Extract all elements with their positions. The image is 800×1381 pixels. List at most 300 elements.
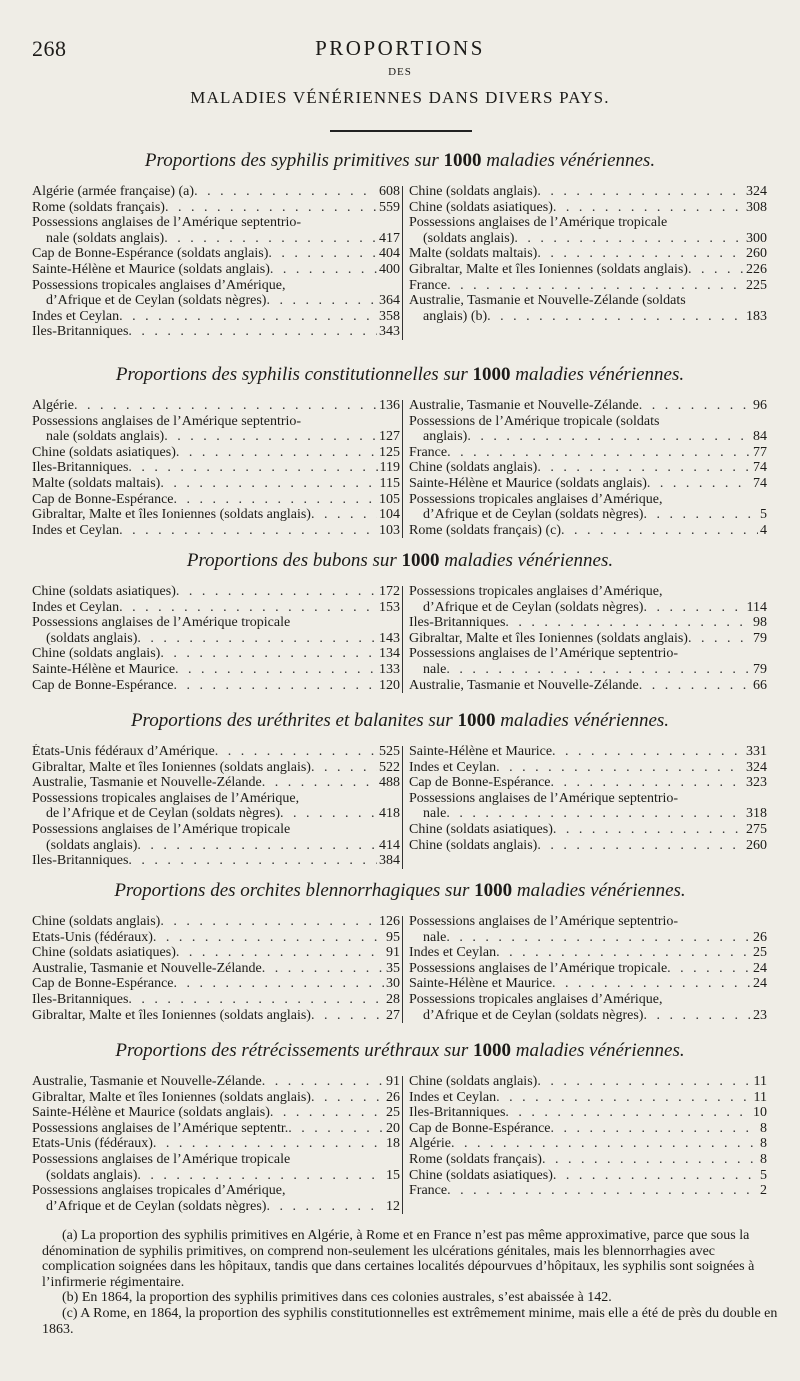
entry-value: 318 [746,806,767,822]
leader-dots [176,584,377,600]
section-title-number: 1000 [473,1040,512,1061]
leader-dots [551,1121,759,1137]
entry-value: 522 [379,759,400,775]
table-entry [409,1168,767,1184]
entry-row [409,600,767,616]
entry-label-line: Possessions de l’Amérique tropicale (soldats [409,413,660,429]
leader-dots [447,1183,758,1199]
entry-label: France [409,444,448,460]
entry-label: Chine (soldats anglais) [32,646,161,662]
entry-label-line: Possessions tropicales anglaises de l’Amérique, [32,790,300,806]
entry-row [32,309,400,325]
entry-row [409,200,767,216]
section-title-suffix: maladies vénériennes. [444,550,614,571]
section-title-suffix: maladies vénériennes. [515,1040,685,1061]
entry-row [409,398,767,414]
entry-row [32,992,400,1008]
entry-label: de l’Afrique et de Ceylan (soldats nègres) [46,806,281,822]
entry-label: Sainte-Hélène et Maurice (soldats anglais) [32,261,270,277]
entry-label: d’Afrique et de Ceylan (soldats nègres) [46,293,267,309]
entry-row [32,1136,400,1152]
section-title [0,150,800,172]
entry-label: Cap de Bonne-Espérance (soldats anglais) [32,246,269,262]
table-entry [32,853,400,869]
right-column [409,744,767,853]
entry-row [409,945,767,961]
leader-dots [160,914,377,930]
entry-label: Indes et Ceylan [32,599,120,615]
entry-label: Algérie [32,398,74,413]
entry-label: Gibraltar, Malte et îles Ioniennes (soldats anglais) [409,261,688,277]
leader-dots [153,1136,384,1152]
entry-value: 136 [379,398,400,413]
entry-label: Gibraltar, Malte et îles Ioniennes (soldats anglais) [32,1007,311,1023]
entry-label: Iles-Britanniques [32,853,129,869]
leader-dots [266,1199,384,1215]
entry-row [32,775,400,791]
table-entry [409,760,767,776]
entry-row [409,1121,767,1137]
entry-row [409,278,767,294]
entry-label: nale [423,929,447,945]
table-entry [32,662,400,678]
entry-label: Indes et Ceylan [409,1089,497,1105]
leader-dots [505,1105,751,1121]
table-entry [409,744,767,760]
entry-value: 74 [753,475,767,491]
entry-label-line: Possessions anglaises de l’Amérique tropicale [32,1151,291,1167]
entry-row [32,600,400,616]
entry-label: nale [423,806,447,822]
entry-row [32,1168,400,1184]
entry-value: 364 [379,293,400,309]
entry-value: 343 [379,324,400,340]
entry-value: 120 [379,677,400,693]
leader-dots [164,429,377,445]
leader-dots [487,309,744,325]
table-entry [32,976,400,992]
leader-dots [446,806,744,822]
table-entry [409,398,767,414]
entry-label-line: Possessions anglaises de l’Amérique septentrio- [32,215,302,231]
entry-value: 27 [386,1007,400,1023]
entry-row [32,838,400,854]
entry-label: Chine (soldats asiatiques) [409,1167,553,1183]
entry-value: 79 [753,630,767,646]
leader-dots [537,1074,751,1090]
entry-label: Australie, Tasmanie et Nouvelle-Zélande [32,775,262,791]
section-title-prefix: Proportions des uréthrites et balanites sur [130,710,453,731]
entry-value: 134 [379,646,400,662]
entry-row [32,1121,400,1137]
entry-row [409,1074,767,1090]
entry-label: Iles-Britanniques [409,615,506,631]
entry-row [32,853,400,869]
table-entry [32,1136,400,1152]
leader-dots [505,615,751,631]
entry-value: 226 [746,261,767,277]
entry-label: Australie, Tasmanie et Nouvelle-Zélande [409,398,639,413]
entry-label: France [409,277,448,293]
entry-label-line: Possessions anglaises de l’Amérique septentrio- [409,790,679,806]
column-divider [402,916,403,1023]
entry-value: 4 [760,522,767,538]
entry-label-line: Possessions anglaises de l’Amérique tropicale [32,821,291,837]
entry-label: Algérie [409,1136,451,1152]
entry-row [409,429,767,445]
entry-label: nale [423,661,447,677]
table-entry [32,992,400,1008]
section-title-prefix: Proportions des syphilis primitives sur [144,150,439,171]
entry-row [32,1074,400,1090]
table-entry [32,398,400,414]
entry-value: 8 [760,1136,767,1152]
table-entry [32,744,400,760]
table-entry [32,184,400,200]
entry-row [32,507,400,523]
table-entry [409,992,767,1023]
entry-row [32,1008,400,1024]
table-entry [32,200,400,216]
entry-label: Indes et Ceylan [32,308,120,324]
entry-label: nale (soldats anglais) [46,429,165,445]
table-entry [409,293,767,324]
table-entry [32,324,400,340]
entry-value: 98 [753,615,767,631]
entry-value: 79 [753,661,767,677]
table-entry [409,476,767,492]
leader-dots [688,631,751,647]
entry-value: 35 [386,960,400,976]
section-title-number: 1000 [472,364,511,385]
leader-dots [165,200,377,216]
entry-label: Sainte-Hélène et Maurice [409,744,553,759]
entry-row [32,445,400,461]
entry-row [32,492,400,508]
entry-value: 308 [746,199,767,215]
section-title-prefix: Proportions des rétrécissements uréthraux sur [115,1040,469,1061]
table-entry [32,775,400,791]
table-entry [409,523,767,539]
table-entry [32,215,400,246]
entry-value: 418 [379,806,400,822]
footnote-c: (c) A Rome, en 1864, la proportion des syphilis constitutionnelles est extrêmement minime, mais elle a été de près du double en 1863. [42,1305,778,1337]
entry-label: Iles-Britanniques [32,324,129,340]
entry-value: 11 [753,1074,767,1089]
entry-value: 183 [746,308,767,324]
leader-dots [467,429,751,445]
entry-value: 96 [753,398,767,413]
leader-dots [447,278,744,294]
leader-dots [447,445,751,461]
entry-label: Chine (soldats asiatiques) [409,199,553,215]
entry-row [409,961,767,977]
entry-label: d’Afrique et de Ceylan (soldats nègres) [423,599,644,615]
leader-dots [119,523,377,539]
table-entry [409,838,767,854]
entry-label-line: Possessions tropicales anglaises d’Amérique, [409,584,663,599]
leader-dots [174,492,378,508]
entry-label-line: Possessions tropicales anglaises d’Amérique, [409,991,663,1007]
entry-label: Chine (soldats anglais) [409,837,538,853]
entry-label: Etats-Unis (fédéraux) [32,929,153,945]
table-entry [409,445,767,461]
entry-value: 400 [379,261,400,277]
entry-value: 30 [386,976,400,992]
entry-label: Gibraltar, Malte et îles Ioniennes (soldats anglais) [32,1089,311,1105]
page-header [0,30,800,120]
table-entry [32,246,400,262]
entry-row [409,744,767,760]
entry-row [409,1168,767,1184]
entry-label-line: Possessions anglaises tropicales d’Amérique, [32,1183,286,1199]
entry-value: 105 [379,491,400,507]
leader-dots [174,678,378,694]
leader-dots [128,853,377,869]
left-column [32,1074,400,1214]
entry-row [409,1152,767,1168]
leader-dots [174,976,385,992]
entry-value: 95 [386,929,400,945]
leader-dots [164,231,377,247]
entry-label: Gibraltar, Malte et îles Ioniennes (soldats anglais) [32,507,311,523]
section-title-prefix: Proportions des orchites blennorrhagiques sur [114,880,470,901]
left-column [32,744,400,869]
entry-row [409,930,767,946]
leader-dots [639,678,751,694]
entry-value: 133 [379,661,400,677]
entry-label: Gibraltar, Malte et îles Ioniennes (soldats anglais) [32,759,311,775]
leader-dots [537,184,744,200]
table-entry [409,615,767,631]
column-divider [402,586,403,693]
leader-dots [160,476,377,492]
leader-dots [128,992,384,1008]
entry-value: 28 [386,991,400,1007]
leader-dots [643,1008,751,1024]
entry-label: Iles-Britanniques [409,1105,506,1121]
table-entry [32,1152,400,1183]
entry-value: 275 [746,821,767,837]
column-divider [402,1076,403,1214]
table-entry [409,1183,767,1199]
table-entry [32,600,400,616]
entry-row [32,1090,400,1106]
right-column [409,914,767,1023]
entry-label: France [409,1183,448,1199]
entry-value: 74 [753,460,767,476]
table-entry [32,646,400,662]
entry-value: 488 [379,775,400,791]
entry-label-line: Possessions tropicales anglaises d’Amérique, [32,277,286,293]
left-column [32,398,400,538]
table-entry [32,523,400,539]
entry-row [32,930,400,946]
section-title [0,710,800,732]
table-entry [409,1105,767,1121]
entry-value: 608 [379,184,400,199]
entry-row [32,429,400,445]
table-entry [32,930,400,946]
leader-dots [74,398,377,414]
entry-row [32,976,400,992]
entry-label: Indes et Ceylan [409,945,497,961]
entry-value: 417 [379,230,400,246]
entry-label: Sainte-Hélène et Maurice (soldats anglais) [409,475,647,491]
entry-label: Sainte-Hélène et Maurice [32,661,176,677]
entry-label-line: Australie, Tasmanie et Nouvelle-Zélande (soldats [409,293,686,309]
leader-dots [542,1152,758,1168]
table-entry [32,1074,400,1090]
table-entry [409,775,767,791]
entry-row [32,646,400,662]
entry-value: 5 [760,507,767,523]
entry-row [32,324,400,340]
entry-value: 358 [379,308,400,324]
leader-dots [119,309,377,325]
entry-label-line: Possessions tropicales anglaises d’Amérique, [409,491,663,507]
table-entry [32,476,400,492]
entry-label: Cap de Bonne-Espérance [409,775,551,791]
entry-value: 10 [753,1105,767,1121]
entry-value: 26 [753,929,767,945]
entry-value: 24 [753,976,767,992]
entry-value: 414 [379,837,400,853]
entry-value: 12 [386,1198,400,1214]
entry-label: Sainte-Hélène et Maurice (soldats anglais) [32,1105,270,1121]
right-column [409,398,767,538]
table-entry [409,646,767,677]
leader-dots [667,961,751,977]
entry-label: Chine (soldats asiatiques) [32,584,176,599]
entry-value: 260 [746,246,767,262]
entry-row [409,615,767,631]
entry-row [32,662,400,678]
entry-label: Iles-Britanniques [32,460,129,476]
table-entry [32,1105,400,1121]
entry-label: (soldats anglais) [46,1167,138,1183]
leader-dots [175,662,377,678]
entry-row [32,231,400,247]
section-title [0,1040,800,1062]
column-divider [402,400,403,538]
entry-value: 104 [379,507,400,523]
section-title-suffix: maladies vénériennes. [500,710,670,731]
entry-row [409,1008,767,1024]
table-entry [32,1008,400,1024]
footnote-a: (a) La proportion des syphilis primitives en Algérie, à Rome et en France n’est pas même approximative, parce que sous la dénomination de syphilis primitives, on comprend non-seulement les ulcérations génitales, mais les blennorrhagies avec complication soignées dans les hôpitaux, tandis que dans certaines localités dépourvues d’hôpitaux, les syphilis sont soignées à l’infirmerie régimentaire. [42,1228,755,1290]
entry-value: 225 [746,277,767,293]
entry-label: Chine (soldats anglais) [32,914,161,929]
entry-row [409,1105,767,1121]
entry-row [409,662,767,678]
table-entry [409,246,767,262]
table-entry [32,414,400,445]
entry-label: nale (soldats anglais) [46,230,165,246]
entry-row [32,398,400,414]
entry-value: 25 [753,945,767,961]
section-title [0,550,800,572]
section-title-number: 1000 [474,880,513,901]
leader-dots [262,775,377,791]
entry-value: 15 [386,1167,400,1183]
entry-label: Australie, Tasmanie et Nouvelle-Zélande [409,677,639,693]
column-divider [402,186,403,340]
leader-dots [688,262,744,278]
table-entry [32,791,400,822]
leader-dots [176,445,377,461]
entry-label: Cap de Bonne-Espérance [32,491,174,507]
entry-value: 324 [746,759,767,775]
entry-row [409,1183,767,1199]
table-entry [409,961,767,977]
entry-row [32,678,400,694]
entry-row [409,678,767,694]
leader-dots [551,775,745,791]
entry-label: Chine (soldats asiatiques) [32,444,176,460]
entry-label: Sainte-Hélène et Maurice [409,976,553,992]
table-entry [409,822,767,838]
entry-label: Possessions anglaises de l’Amérique septentr. [32,1120,289,1136]
leader-dots [647,476,751,492]
table-entry [32,615,400,646]
leader-dots [128,460,377,476]
entry-value: 66 [753,677,767,693]
leader-dots [552,976,751,992]
entry-row [32,1105,400,1121]
leader-dots [153,930,384,946]
entry-row [32,246,400,262]
entry-value: 24 [753,960,767,976]
entry-label: Algérie (armée française) (a) [32,184,195,199]
entry-row [409,476,767,492]
entry-row [409,976,767,992]
entry-row [32,262,400,278]
entry-label: (soldats anglais) [423,230,515,246]
table-entry [409,1121,767,1137]
entry-label-line: Possessions anglaises de l’Amérique tropicale [32,615,291,631]
entry-value: 143 [379,630,400,646]
leader-dots [280,806,377,822]
page-subtitle: MALADIES VÉNÉRIENNES DANS DIVERS PAYS. [190,88,610,107]
entry-label: Cap de Bonne-Espérance [409,1120,551,1136]
entry-label-line: Possessions anglaises de l’Amérique septentrio- [409,646,679,662]
entry-value: 18 [386,1136,400,1152]
entry-label: Gibraltar, Malte et îles Ioniennes (soldats anglais) [409,630,688,646]
title-rule [330,130,472,132]
right-column [409,1074,767,1199]
entry-row [409,838,767,854]
entry-row [409,822,767,838]
leader-dots [496,1090,751,1106]
entry-row [32,460,400,476]
entry-row [32,584,400,600]
entry-label: Chine (soldats anglais) [409,1074,538,1089]
leader-dots [266,293,377,309]
table-entry [409,631,767,647]
entry-value: 84 [753,429,767,445]
table-entry [409,184,767,200]
leader-dots [311,1090,384,1106]
entry-value: 91 [386,1074,400,1089]
entry-value: 103 [379,522,400,538]
column-divider [402,746,403,869]
table-entry [32,1183,400,1214]
leader-dots [119,600,377,616]
table-entry [409,678,767,694]
entry-label: anglais) [423,429,468,445]
entry-row [409,507,767,523]
